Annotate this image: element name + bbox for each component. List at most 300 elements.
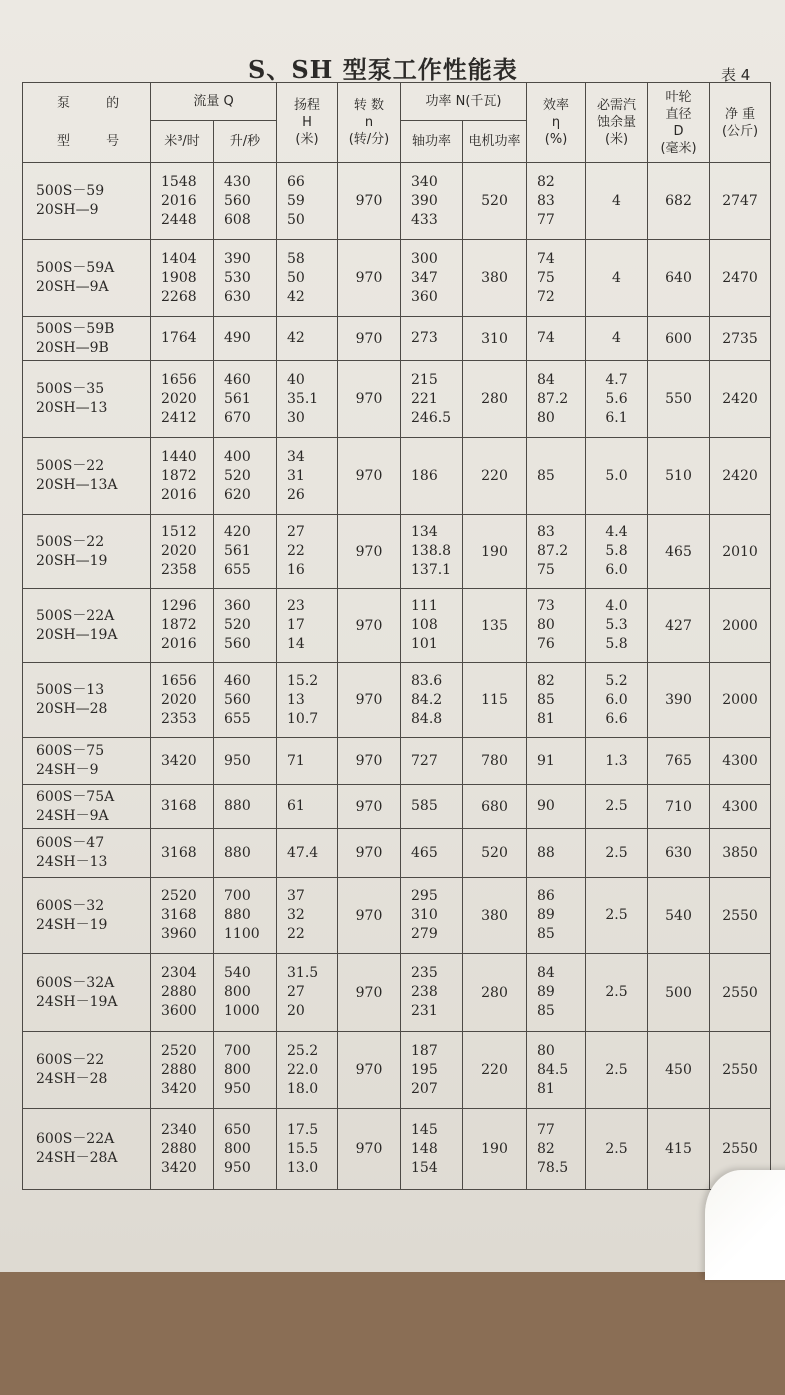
npsh-cell-value: 6.6 <box>605 710 628 727</box>
efficiency-cell-value: 87.2 <box>537 543 569 559</box>
shaft-power-cell-value: 390 <box>411 192 438 209</box>
flow-m3h-cell-value: 1872 <box>161 617 197 633</box>
shaft-power-cell-value: 154 <box>411 1159 438 1176</box>
head-cell-value: 66 <box>287 173 305 190</box>
flow-m3h-cell-value: 2016 <box>161 636 197 652</box>
speed-cell: 970 <box>338 878 401 954</box>
flow-ls-cell <box>214 589 277 663</box>
speed-cell: 970 <box>338 1032 401 1109</box>
flow-ls-cell <box>214 1109 277 1190</box>
efficiency-cell-value: 91 <box>537 752 555 769</box>
flow-m3h-cell <box>151 163 214 240</box>
efficiency-cell-value: 77 <box>537 1121 555 1138</box>
flow-m3h-cell <box>151 438 214 515</box>
efficiency-cell-value: 85 <box>537 691 555 708</box>
flow-ls-cell <box>214 785 277 829</box>
shaft-power-cell-value: 310 <box>411 907 438 923</box>
impeller-diameter-cell: 710 <box>648 785 710 829</box>
head-cell <box>277 163 338 240</box>
pump-model-cell <box>23 589 151 663</box>
head-cell-value: 23 <box>287 598 305 614</box>
flow-ls-cell-value: 670 <box>224 409 251 426</box>
npsh-cell-value: 1.3 <box>605 752 628 769</box>
speed-cell: 970 <box>338 589 401 663</box>
motor-power-cell: 220 <box>463 1032 527 1109</box>
efficiency-cell-value: 83 <box>537 192 555 209</box>
impeller-diameter-cell: 630 <box>648 829 710 878</box>
head-cell-value: 50 <box>287 211 305 228</box>
impeller-diameter-cell: 640 <box>648 240 710 317</box>
efficiency-cell <box>527 361 586 438</box>
shaft-power-cell-value: 207 <box>411 1080 438 1097</box>
table-row <box>23 589 771 663</box>
pump-model-cell <box>23 954 151 1032</box>
npsh-cell-value: 6.1 <box>605 409 628 426</box>
head-cell-value: 15.5 <box>287 1140 319 1157</box>
shaft-power-cell <box>401 663 463 738</box>
flow-m3h-cell-value: 3420 <box>161 752 197 769</box>
flow-ls-cell-value: 880 <box>224 798 251 814</box>
table-row <box>23 878 771 954</box>
npsh-cell <box>586 738 648 785</box>
head-cell <box>277 829 338 878</box>
flow-ls-cell-value: 800 <box>224 984 251 1000</box>
head-cell-value: 31 <box>287 467 305 484</box>
flow-m3h-cell <box>151 954 214 1032</box>
npsh-cell <box>586 785 648 829</box>
pump-model: 20SH—19 <box>36 552 108 569</box>
pump-model-cell <box>23 1032 151 1109</box>
pump-model: 500S－13 <box>36 682 105 698</box>
flow-ls-cell-value: 880 <box>224 844 251 861</box>
efficiency-cell-value: 84.5 <box>537 1061 569 1078</box>
table-row <box>23 738 771 785</box>
table-row <box>23 1032 771 1109</box>
npsh-cell-value: 2.5 <box>605 798 628 814</box>
npsh-cell-value: 6.0 <box>605 562 628 578</box>
flow-ls-cell-value: 880 <box>224 907 251 923</box>
efficiency-cell-value: 88 <box>537 844 555 861</box>
flow-m3h-cell-value: 1440 <box>161 448 197 465</box>
npsh-cell <box>586 361 648 438</box>
npsh-cell-value: 2.5 <box>605 1140 628 1157</box>
table-row <box>23 163 771 240</box>
shaft-power-cell-value: 273 <box>411 330 438 346</box>
header-shaft-power: 轴功率 <box>401 121 463 163</box>
efficiency-cell-value: 82 <box>537 672 555 689</box>
flow-m3h-cell-value: 1908 <box>161 269 197 286</box>
head-cell-value: 58 <box>287 250 305 267</box>
shaft-power-cell <box>401 878 463 954</box>
pump-model: 600S－75 <box>36 743 105 759</box>
speed-cell: 970 <box>338 438 401 515</box>
pump-model: 24SH－28A <box>36 1150 118 1166</box>
flow-ls-cell-value: 800 <box>224 1061 251 1078</box>
npsh-cell <box>586 515 648 589</box>
table-row <box>23 829 771 878</box>
flow-m3h-cell-value: 2520 <box>161 1042 197 1059</box>
flow-ls-cell-value: 400 <box>224 448 251 465</box>
impeller-diameter-cell: 600 <box>648 317 710 361</box>
efficiency-cell-value: 84 <box>537 965 555 981</box>
shaft-power-cell <box>401 438 463 515</box>
npsh-cell-value: 4.4 <box>605 524 628 540</box>
pump-model: 600S－32 <box>36 897 105 914</box>
flow-m3h-cell-value: 2880 <box>161 984 197 1000</box>
efficiency-cell-value: 83 <box>537 524 555 540</box>
flow-ls-cell-value: 561 <box>224 543 251 559</box>
flow-ls-cell <box>214 954 277 1032</box>
shaft-power-cell-value: 279 <box>411 926 438 942</box>
table-row <box>23 438 771 515</box>
net-weight-cell: 2550 <box>710 1032 771 1109</box>
shaft-power-cell <box>401 317 463 361</box>
flow-m3h-cell-value: 2016 <box>161 192 197 209</box>
pump-model: 20SH—19A <box>36 626 118 643</box>
npsh-cell-value: 5.0 <box>605 467 628 484</box>
head-cell <box>277 240 338 317</box>
shaft-power-cell-value: 148 <box>411 1140 438 1157</box>
flow-m3h-cell-value: 1872 <box>161 467 197 484</box>
flow-ls-cell-value: 460 <box>224 371 251 388</box>
flow-ls-cell <box>214 317 277 361</box>
flow-ls-cell-value: 490 <box>224 330 251 346</box>
head-cell-value: 13.0 <box>287 1159 319 1176</box>
net-weight-cell: 2550 <box>710 954 771 1032</box>
flow-m3h-cell <box>151 878 214 954</box>
flow-m3h-cell-value: 2880 <box>161 1061 197 1078</box>
net-weight-cell: 2010 <box>710 515 771 589</box>
head-cell-value: 47.4 <box>287 844 319 861</box>
shaft-power-cell-value: 347 <box>411 269 438 286</box>
flow-m3h-cell-value: 3168 <box>161 844 197 861</box>
flow-ls-cell-value: 560 <box>224 192 251 209</box>
npsh-cell-value: 5.8 <box>605 636 628 652</box>
pump-model: 20SH—13 <box>36 400 108 416</box>
flow-m3h-cell-value: 2020 <box>161 543 197 559</box>
pump-model-cell <box>23 663 151 738</box>
efficiency-cell <box>527 1109 586 1190</box>
motor-power-cell: 190 <box>463 1109 527 1190</box>
pump-model: 20SH—9A <box>36 279 109 295</box>
npsh-cell-value: 4 <box>612 330 621 346</box>
npsh-cell <box>586 829 648 878</box>
pump-model: 500S－22 <box>36 533 105 550</box>
npsh-cell <box>586 438 648 515</box>
page-curl <box>705 1170 785 1280</box>
head-cell-value: 17 <box>287 617 305 633</box>
flow-m3h-cell-value: 3420 <box>161 1159 197 1176</box>
head-cell <box>277 878 338 954</box>
net-weight-cell: 3850 <box>710 829 771 878</box>
head-cell <box>277 738 338 785</box>
efficiency-cell <box>527 515 586 589</box>
net-weight-cell: 2470 <box>710 240 771 317</box>
head-cell-value: 17.5 <box>287 1121 319 1138</box>
shaft-power-cell <box>401 1032 463 1109</box>
head-cell-value: 37 <box>287 888 305 904</box>
speed-cell: 970 <box>338 954 401 1032</box>
impeller-diameter-cell: 682 <box>648 163 710 240</box>
efficiency-cell-value: 74 <box>537 330 555 346</box>
efficiency-cell <box>527 1032 586 1109</box>
efficiency-cell <box>527 663 586 738</box>
net-weight-cell: 4300 <box>710 785 771 829</box>
efficiency-cell-value: 72 <box>537 288 555 305</box>
flow-m3h-cell <box>151 515 214 589</box>
npsh-cell-value: 4.0 <box>605 598 628 614</box>
efficiency-cell-value: 89 <box>537 907 555 923</box>
npsh-cell <box>586 954 648 1032</box>
speed-cell: 970 <box>338 515 401 589</box>
pump-model: 20SH—9 <box>36 202 99 218</box>
head-cell <box>277 361 338 438</box>
impeller-diameter-cell: 427 <box>648 589 710 663</box>
net-weight-cell: 2420 <box>710 361 771 438</box>
efficiency-cell-value: 75 <box>537 269 555 286</box>
pump-model: 24SH－13 <box>36 854 108 870</box>
efficiency-cell-value: 87.2 <box>537 390 569 407</box>
shaft-power-cell <box>401 954 463 1032</box>
flow-ls-cell-value: 1100 <box>224 926 260 942</box>
header-head: 扬程 H (米) <box>277 83 338 163</box>
flow-ls-cell-value: 950 <box>224 752 251 769</box>
speed-cell: 970 <box>338 361 401 438</box>
flow-m3h-cell-value: 2268 <box>161 288 197 305</box>
head-cell <box>277 785 338 829</box>
flow-ls-cell <box>214 878 277 954</box>
npsh-cell-value: 4.7 <box>605 371 628 388</box>
head-cell <box>277 663 338 738</box>
head-cell-value: 22 <box>287 926 305 942</box>
head-cell-value: 30 <box>287 409 305 426</box>
flow-m3h-cell <box>151 589 214 663</box>
efficiency-cell-value: 74 <box>537 250 555 267</box>
header-efficiency: 效率 η (%) <box>527 83 586 163</box>
speed-cell: 970 <box>338 163 401 240</box>
table-row <box>23 1109 771 1190</box>
flow-ls-cell-value: 561 <box>224 390 251 407</box>
flow-ls-cell-value: 430 <box>224 173 251 190</box>
impeller-diameter-cell: 415 <box>648 1109 710 1190</box>
shaft-power-cell-value: 340 <box>411 173 438 190</box>
flow-m3h-cell-value: 2304 <box>161 965 197 981</box>
motor-power-cell: 520 <box>463 163 527 240</box>
head-cell-value: 34 <box>287 448 305 465</box>
motor-power-cell: 190 <box>463 515 527 589</box>
flow-m3h-cell-value: 1548 <box>161 173 197 190</box>
flow-m3h-cell-value: 1404 <box>161 250 197 267</box>
shaft-power-cell-value: 295 <box>411 888 438 904</box>
flow-ls-cell <box>214 240 277 317</box>
flow-ls-cell-value: 560 <box>224 691 251 708</box>
speed-cell: 970 <box>338 663 401 738</box>
efficiency-cell-value: 73 <box>537 598 555 614</box>
flow-m3h-cell-value: 2448 <box>161 211 197 228</box>
npsh-cell-value: 2.5 <box>605 1061 628 1078</box>
pump-model: 24SH－9A <box>36 807 109 824</box>
flow-ls-cell-value: 950 <box>224 1080 251 1097</box>
flow-ls-cell <box>214 663 277 738</box>
shaft-power-cell <box>401 240 463 317</box>
efficiency-cell <box>527 878 586 954</box>
shaft-power-cell-value: 83.6 <box>411 672 443 689</box>
shaft-power-cell-value: 101 <box>411 636 438 652</box>
flow-ls-cell-value: 460 <box>224 672 251 689</box>
table-row <box>23 317 771 361</box>
head-cell <box>277 438 338 515</box>
npsh-cell <box>586 1032 648 1109</box>
impeller-diameter-cell: 540 <box>648 878 710 954</box>
npsh-cell-value: 4 <box>612 192 621 209</box>
flow-m3h-cell-value: 1764 <box>161 330 197 346</box>
npsh-cell-value: 5.2 <box>605 672 628 689</box>
npsh-cell-value: 5.6 <box>605 390 628 407</box>
shaft-power-cell-value: 433 <box>411 211 438 228</box>
efficiency-cell-value: 80 <box>537 617 555 633</box>
header-flow: 流量 Q <box>151 83 277 121</box>
flow-m3h-cell <box>151 1032 214 1109</box>
flow-m3h-cell-value: 3420 <box>161 1080 197 1097</box>
net-weight-cell: 2000 <box>710 589 771 663</box>
flow-ls-cell-value: 520 <box>224 617 251 633</box>
shaft-power-cell-value: 187 <box>411 1042 438 1059</box>
table-number: 表 4 <box>721 66 751 84</box>
pump-model: 500S－59A <box>36 260 115 276</box>
npsh-cell-value: 2.5 <box>605 907 628 923</box>
flow-ls-cell-value: 420 <box>224 524 251 540</box>
header-impeller-diameter: 叶轮 直径 D (毫米) <box>648 83 710 163</box>
efficiency-cell-value: 89 <box>537 984 555 1000</box>
shaft-power-cell-value: 246.5 <box>411 409 452 426</box>
shaft-power-cell-value: 727 <box>411 752 438 769</box>
pump-model-cell <box>23 163 151 240</box>
pump-model-cell <box>23 515 151 589</box>
shaft-power-cell-value: 145 <box>411 1121 438 1138</box>
pump-model-cell <box>23 878 151 954</box>
shaft-power-cell-value: 221 <box>411 390 438 407</box>
shaft-power-cell-value: 186 <box>411 467 438 484</box>
flow-m3h-cell <box>151 829 214 878</box>
flow-ls-cell-value: 700 <box>224 1042 251 1059</box>
table-row <box>23 515 771 589</box>
head-cell-value: 16 <box>287 562 305 578</box>
flow-ls-cell-value: 360 <box>224 598 251 614</box>
flow-ls-cell-value: 390 <box>224 250 251 267</box>
head-cell-value: 22 <box>287 543 305 559</box>
shaft-power-cell-value: 238 <box>411 984 438 1000</box>
impeller-diameter-cell: 765 <box>648 738 710 785</box>
efficiency-cell <box>527 829 586 878</box>
efficiency-cell-value: 86 <box>537 888 555 904</box>
flow-ls-cell <box>214 829 277 878</box>
impeller-diameter-cell: 450 <box>648 1032 710 1109</box>
npsh-cell-value: 4 <box>612 269 621 286</box>
head-cell-value: 61 <box>287 798 305 814</box>
motor-power-cell: 115 <box>463 663 527 738</box>
net-weight-cell: 2747 <box>710 163 771 240</box>
pump-model: 500S－22A <box>36 607 115 624</box>
efficiency-cell-value: 85 <box>537 926 555 942</box>
speed-cell: 970 <box>338 785 401 829</box>
npsh-cell <box>586 1109 648 1190</box>
flow-ls-cell-value: 630 <box>224 288 251 305</box>
pump-model-cell <box>23 317 151 361</box>
head-cell <box>277 954 338 1032</box>
motor-power-cell: 380 <box>463 878 527 954</box>
pump-model: 24SH－9 <box>36 762 99 778</box>
shaft-power-cell-value: 300 <box>411 250 438 267</box>
flow-m3h-cell-value: 1296 <box>161 598 197 614</box>
header-model: 泵 的 型 号 <box>23 83 151 163</box>
flow-ls-cell-value: 800 <box>224 1140 251 1157</box>
flow-m3h-cell-value: 3960 <box>161 926 197 942</box>
flow-ls-cell-value: 608 <box>224 211 251 228</box>
net-weight-cell: 2735 <box>710 317 771 361</box>
npsh-cell <box>586 663 648 738</box>
npsh-cell-value: 2.5 <box>605 844 628 861</box>
speed-cell: 970 <box>338 1109 401 1190</box>
shaft-power-cell-value: 108 <box>411 617 438 633</box>
shaft-power-cell-value: 134 <box>411 524 438 540</box>
header-npsh: 必需汽 蚀余量 (米) <box>586 83 648 163</box>
table-row <box>23 663 771 738</box>
header-flow-ls: 升/秒 <box>214 121 277 163</box>
efficiency-cell <box>527 163 586 240</box>
header-motor-power: 电机功率 <box>463 121 527 163</box>
speed-cell: 970 <box>338 317 401 361</box>
motor-power-cell: 135 <box>463 589 527 663</box>
flow-ls-cell <box>214 163 277 240</box>
pump-model: 500S－35 <box>36 381 105 397</box>
shaft-power-cell-value: 585 <box>411 798 438 814</box>
flow-m3h-cell-value: 2880 <box>161 1140 197 1157</box>
efficiency-cell-value: 75 <box>537 562 555 578</box>
efficiency-cell <box>527 438 586 515</box>
efficiency-cell <box>527 589 586 663</box>
flow-m3h-cell-value: 2520 <box>161 888 197 904</box>
flow-ls-cell-value: 620 <box>224 486 251 503</box>
head-cell-value: 22.0 <box>287 1061 319 1078</box>
head-cell-value: 35.1 <box>287 390 319 407</box>
flow-ls-cell <box>214 738 277 785</box>
pump-model: 600S－47 <box>36 835 105 851</box>
head-cell-value: 18.0 <box>287 1080 319 1097</box>
efficiency-cell <box>527 954 586 1032</box>
head-cell <box>277 1032 338 1109</box>
flow-ls-cell <box>214 1032 277 1109</box>
head-cell-value: 42 <box>287 288 305 305</box>
page-title: S、SH 型泵工作性能表 <box>248 55 518 84</box>
pump-model: 24SH－19 <box>36 916 108 933</box>
motor-power-cell: 220 <box>463 438 527 515</box>
flow-ls-cell <box>214 361 277 438</box>
motor-power-cell: 680 <box>463 785 527 829</box>
efficiency-cell-value: 90 <box>537 798 555 814</box>
impeller-diameter-cell: 465 <box>648 515 710 589</box>
flow-ls-cell-value: 1000 <box>224 1003 260 1019</box>
efficiency-cell-value: 76 <box>537 636 555 652</box>
shaft-power-cell-value: 195 <box>411 1061 438 1078</box>
flow-m3h-cell <box>151 240 214 317</box>
efficiency-cell-value: 85 <box>537 1003 555 1019</box>
shaft-power-cell <box>401 163 463 240</box>
pump-model-cell <box>23 829 151 878</box>
flow-m3h-cell-value: 3168 <box>161 798 197 814</box>
flow-m3h-cell <box>151 785 214 829</box>
shaft-power-cell-value: 360 <box>411 288 438 305</box>
pump-model-cell <box>23 240 151 317</box>
